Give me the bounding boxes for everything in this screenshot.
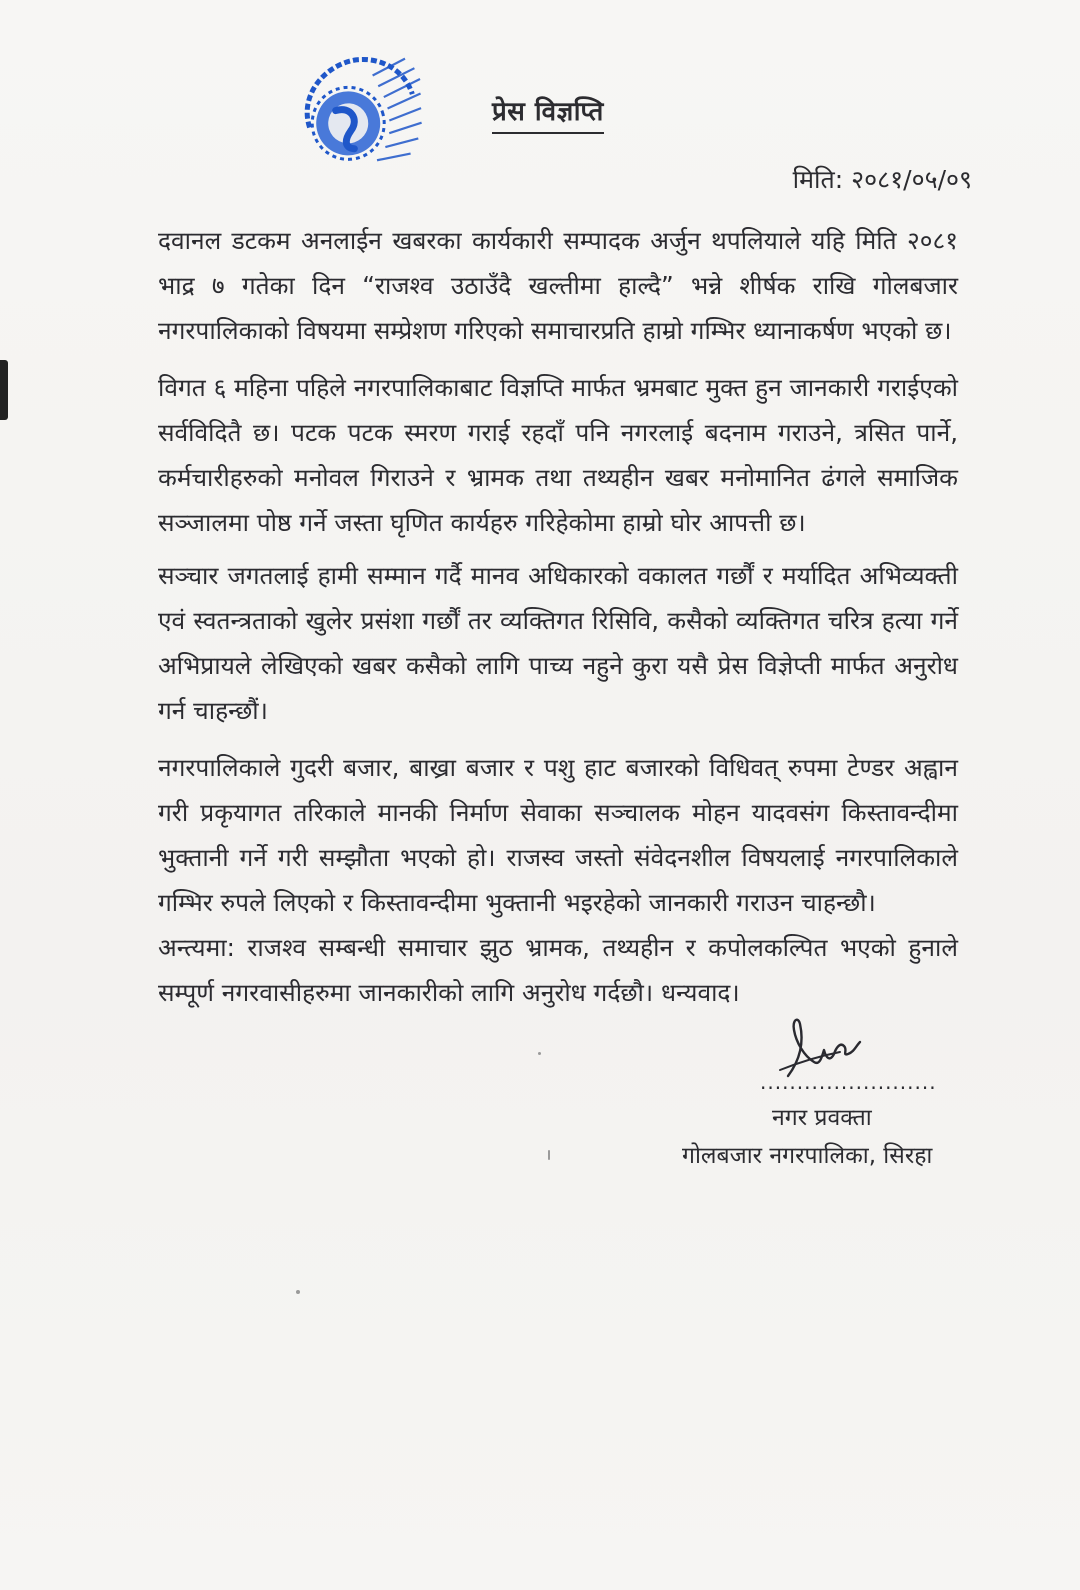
body-paragraph-4: नगरपालिकाले गुदरी बजार, बाख्रा बजार र पशु हाट बजारको विधिवत् रुपमा टेण्डर अह्वान गरी प्रकृयागत तरिकाले मानकी निर्माण सेवाका सञ्चालक मोहन यादवसंग किस्तावन्दीमा भुक्तानी गर्ने गरी सम्झौता भएको हो। राजस्व जस्तो संवेदनशील विषयलाई नगरपालिकाले गम्भिर रुपले लिएको र किस्तावन्दीमा भुक्तानी भइरहेको जानकारी गराउन चाहन्छौ।: [158, 753, 958, 917]
scan-speck: [296, 1290, 300, 1294]
scan-edge-mark: [0, 360, 8, 420]
signatory-title: नगर प्रवक्ता: [772, 1105, 872, 1131]
municipality-seal-stamp: [290, 40, 440, 200]
scan-speck: [538, 1052, 541, 1055]
document-heading: प्रेस विज्ञप्ति: [492, 92, 604, 134]
scan-speck: [548, 1150, 550, 1160]
signature-dotted-line: ........................: [760, 1070, 937, 1094]
body-paragraph-2: विगत ६ महिना पहिले नगरपालिकाबाट विज्ञप्ति मार्फत भ्रमबाट मुक्त हुन जानकारी गराईएको सर्वविदितै छ। पटक पटक स्मरण गराई रहदाँ पनि नगरलाई बदनाम गराउने, त्रसित पार्ने, कर्मचारीहरुको मनोवल गिराउने र भ्रामक तथा तथ्यहीन खबर मनोमानित ढंगले समाजिक सञ्जालमा पोष्ठ गर्ने जस्ता घृणित कार्यहरु गरिहेकोमा हाम्रो घोर आपत्ती छ।: [158, 373, 958, 537]
body-paragraph-5: अन्त्यमा: राजश्व सम्बन्धी समाचार झुठ भ्रामक, तथ्यहीन र कपोलकल्पित भएको हुनाले सम्पूर्ण नगरवासीहरुमा जानकारीको लागि अनुरोध गर्दछौ। धन्यवाद।: [158, 933, 958, 1007]
body-paragraph-1: दवानल डटकम अनलाईन खबरका कार्यकारी सम्पादक अर्जुन थपलियाले यहि मिति २०८१ भाद्र ७ गतेका दिन “राजश्व उठाउँदै खल्तीमा हाल्दै” भन्ने शीर्षक राखि गोलबजार नगरपालिकाको विषयमा सम्प्रेशण गरिएको समाचारप्रति हाम्रो गम्भिर ध्यानाकर्षण भएको छ।: [158, 226, 958, 345]
date-line: मिति: २०८१/०५/०९: [792, 165, 972, 194]
body-paragraph-3: सञ्चार जगतलाई हामी सम्मान गर्दै मानव अधिकारको वकालत गर्छौं र मर्यादित अभिव्यक्ती एवं स्वतन्त्रताको खुलेर प्रसंशा गर्छौं तर व्यक्तिगत रिसिवि, कसैको व्यक्तिगत चरित्र हत्या गर्ने अभिप्रायले लेखिएको खबर कसैको लागि पाच्य नहुने कुरा यसै प्रेस विज्ञेप्ती मार्फत अनुरोध गर्न चाहन्छौं।: [158, 561, 958, 725]
signatory-organization: गोलबजार नगरपालिका, सिरहा: [682, 1143, 933, 1169]
